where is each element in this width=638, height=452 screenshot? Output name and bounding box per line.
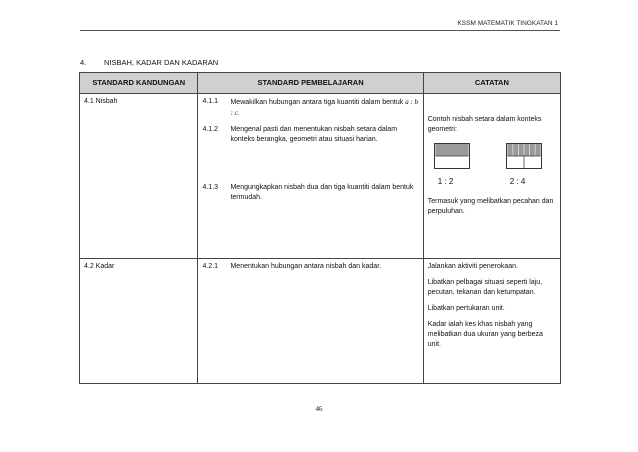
learning-standard-cell (198, 259, 423, 384)
note-text: Libatkan pertukaran unit. (427, 305, 505, 312)
learning-standard-cell (198, 94, 423, 259)
ratio-rectangle-2-4 (506, 143, 542, 169)
learning-standard-item (202, 125, 418, 145)
unshaded-part (435, 156, 468, 168)
learning-standard-code: 4.1.3 (202, 184, 219, 191)
table-header-row (80, 73, 561, 94)
header-standard-kandungan: STANDARD KANDUNGAN (80, 73, 198, 94)
spacer (428, 97, 556, 115)
learning-standard-code: 4.1.2 (202, 126, 219, 133)
ratio-label-right: 2 : 4 (509, 177, 526, 186)
content-standard-cell: 4.2 Kadar (80, 259, 198, 384)
ratio-expression: a : b : c. (230, 98, 419, 117)
learning-standard-code: 4.2.1 (202, 263, 219, 270)
learning-standard-item (202, 97, 418, 119)
notes-cell (423, 259, 560, 384)
learning-standard-item (202, 262, 418, 272)
note-text: Kadar ialah kes khas nisbah yang melibatkan dua ukuran yang berbeza unit. (427, 321, 543, 348)
header-catatan: CATATAN (423, 73, 560, 94)
note-text: Termasuk yang melibatkan pecahan dan perpuluhan. (427, 198, 554, 215)
note-text: Contoh nisbah setara dalam konteks geometri: (427, 116, 542, 133)
notes-cell (423, 94, 560, 259)
learning-standard-text (230, 97, 418, 119)
learning-standard-text: Mengungkapkan nisbah dua dan tiga kuantiti dalam bentuk termudah. (230, 184, 414, 201)
learning-standard-text: Menentukan hubungan antara nisbah dan kadar. (230, 263, 382, 270)
header-standard-pembelajaran: STANDARD PEMBELAJARAN (198, 73, 423, 94)
equivalent-ratio-figure (428, 141, 556, 193)
section-number: 4. (80, 58, 87, 67)
learning-standard-text-part: Mewakilkan hubungan antara tiga kuantiti dalam bentuk (230, 99, 406, 106)
ratio-label-left: 1 : 2 (437, 177, 454, 186)
section-heading (80, 58, 218, 67)
curriculum-table (79, 72, 561, 384)
note-text: Libatkan pelbagai situasi seperti laju, pecutan, tekanan dan ketumpatan. (427, 279, 543, 296)
table-row (80, 94, 561, 259)
header-rule (80, 30, 560, 31)
content-standard-cell: 4.1 Nisbah (80, 94, 198, 259)
learning-standard-text: Mengenal pasti dan menentukan nisbah setara dalam konteks berangka, geometri atau situasi harian. (230, 126, 398, 143)
learning-standard-code: 4.1.1 (202, 98, 219, 105)
learning-standard-item (202, 183, 418, 203)
running-header: KSSM MATEMATIK TINGKATAN 1 (457, 20, 558, 27)
page-number: 46 (315, 405, 323, 413)
ratio-rectangle-1-2 (434, 143, 470, 169)
note-text: Jalankan aktiviti penerokaan. (427, 263, 519, 270)
table-row (80, 259, 561, 384)
shaded-part (435, 144, 468, 156)
section-title: NISBAH, KADAR DAN KADARAN (104, 58, 219, 67)
